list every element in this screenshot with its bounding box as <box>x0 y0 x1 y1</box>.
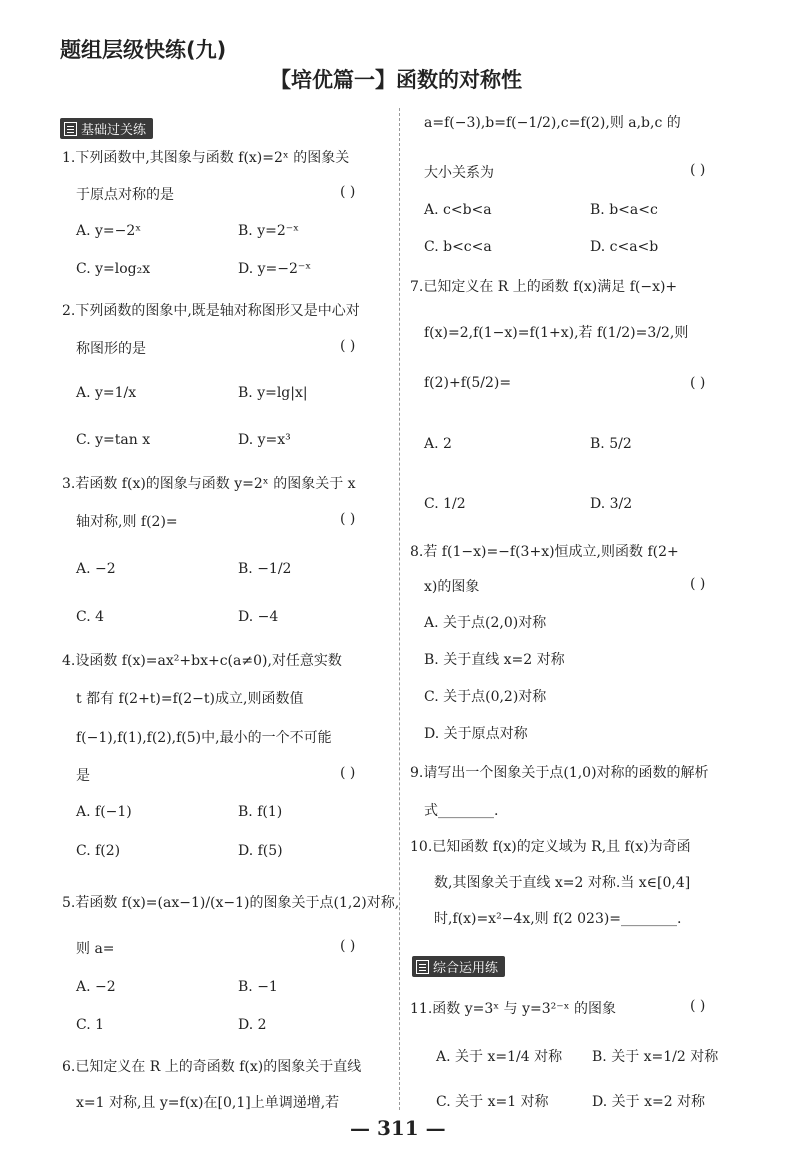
option-c: C. y=log₂x <box>76 261 151 277</box>
option-a: A. 关于 x=1/4 对称 <box>436 1049 563 1065</box>
section-badge-comprehensive <box>412 956 505 977</box>
question-10-line-1: 10.已知函数 f(x)的定义域为 R,且 f(x)为奇函 <box>410 839 691 855</box>
question-2-line-1: 2.下列函数的图象中,既是轴对称图形又是中心对 <box>62 303 360 319</box>
section-title: 【培优篇一】函数的对称性 <box>270 68 522 92</box>
option-a: A. 关于点(2,0)对称 <box>424 615 547 631</box>
option-b: B. b<a<c <box>590 202 658 218</box>
option-d: D. 3/2 <box>590 496 633 512</box>
option-b: B. 5/2 <box>590 436 632 452</box>
section-badge-label: 基础过关练 <box>81 123 147 138</box>
option-c: C. 关于 x=1 对称 <box>436 1094 549 1110</box>
option-a: A. −2 <box>76 979 116 995</box>
column-divider <box>399 108 400 1110</box>
option-d: D. −4 <box>238 609 279 625</box>
page-title: 题组层级快练(九) <box>60 38 227 62</box>
question-6-line-1: 6.已知定义在 R 上的奇函数 f(x)的图象关于直线 <box>62 1059 362 1075</box>
question-3-line-1: 3.若函数 f(x)的图象与函数 y=2ˣ 的图象关于 x <box>62 476 356 492</box>
option-c: C. b<c<a <box>424 239 492 255</box>
option-c: C. f(2) <box>76 843 121 859</box>
question-7-line-2: f(x)=2,f(1−x)=f(1+x),若 f(1/2)=3/2,则 <box>424 325 689 341</box>
question-4-line-1: 4.设函数 f(x)=ax²+bx+c(a≠0),对任意实数 <box>62 653 342 669</box>
option-d: D. y=x³ <box>238 432 291 448</box>
question-11-line-1: 11.函数 y=3ˣ 与 y=3²⁻ˣ 的图象 <box>410 1001 617 1017</box>
question-6-line-4: 大小关系为 <box>424 165 494 181</box>
section-badge-basic <box>60 118 153 139</box>
option-d: D. c<a<b <box>590 239 659 255</box>
option-a: A. 2 <box>424 436 452 452</box>
option-b: B. 关于 x=1/2 对称 <box>592 1049 719 1065</box>
option-c: C. y=tan x <box>76 432 151 448</box>
question-8-line-1: 8.若 f(1−x)=−f(3+x)恒成立,则函数 f(2+ <box>410 544 679 560</box>
question-1-line-1: 1.下列函数中,其图象与函数 f(x)=2ˣ 的图象关 <box>62 150 350 166</box>
option-d: D. 2 <box>238 1017 267 1033</box>
option-d: D. y=−2⁻ˣ <box>238 261 312 277</box>
notebook-icon <box>64 122 77 136</box>
question-10-line-2: 数,其图象关于直线 x=2 对称.当 x∈[0,4] <box>434 875 691 891</box>
question-7-line-3: f(2)+f(5/2)= <box>424 375 512 391</box>
option-b: B. −1/2 <box>238 561 292 577</box>
option-b: B. y=2⁻ˣ <box>238 223 300 239</box>
page-number: — 311 — <box>350 1116 446 1140</box>
option-c: C. 关于点(0,2)对称 <box>424 689 547 705</box>
question-3-line-2: 轴对称,则 f(2)= <box>76 514 178 530</box>
question-5-line-1: 5.若函数 f(x)=(ax−1)/(x−1)的图象关于点(1,2)对称, <box>62 895 400 911</box>
question-6-line-2: x=1 对称,且 y=f(x)在[0,1]上单调递增,若 <box>76 1095 340 1111</box>
answer-blank: ( ) <box>690 162 706 178</box>
question-1-line-2: 于原点对称的是 <box>76 187 174 203</box>
answer-blank: ( ) <box>340 184 356 200</box>
answer-blank: ( ) <box>340 338 356 354</box>
option-d: D. 关于 x=2 对称 <box>592 1094 706 1110</box>
question-7-line-1: 7.已知定义在 R 上的函数 f(x)满足 f(−x)+ <box>410 279 678 295</box>
answer-blank: ( ) <box>340 765 356 781</box>
answer-blank: ( ) <box>340 511 356 527</box>
option-a: A. y=1/x <box>76 385 137 401</box>
option-a: A. −2 <box>76 561 116 577</box>
option-b: B. y=lg|x| <box>238 385 308 401</box>
option-c: C. 1/2 <box>424 496 466 512</box>
option-a: A. y=−2ˣ <box>76 223 142 239</box>
option-c: C. 1 <box>76 1017 105 1033</box>
option-b: B. −1 <box>238 979 278 995</box>
answer-blank: ( ) <box>690 576 706 592</box>
question-6-line-3: a=f(−3),b=f(−1/2),c=f(2),则 a,b,c 的 <box>424 115 681 131</box>
question-9-line-1: 9.请写出一个图象关于点(1,0)对称的函数的解析 <box>410 765 709 781</box>
question-2-line-2: 称图形的是 <box>76 341 146 357</box>
question-4-line-4: 是 <box>76 768 90 784</box>
question-8-line-2: x)的图象 <box>424 579 480 595</box>
option-d: D. 关于原点对称 <box>424 726 528 742</box>
section-badge-label: 综合运用练 <box>433 961 499 976</box>
option-c: C. 4 <box>76 609 105 625</box>
option-d: D. f(5) <box>238 843 283 859</box>
notebook-icon <box>416 960 429 974</box>
answer-blank: ( ) <box>340 938 356 954</box>
question-9-line-2: 式________. <box>424 803 499 819</box>
answer-blank: ( ) <box>690 375 706 391</box>
option-b: B. f(1) <box>238 804 283 820</box>
question-5-line-2: 则 a= <box>76 941 115 957</box>
answer-blank: ( ) <box>690 998 706 1014</box>
option-a: A. c<b<a <box>424 202 492 218</box>
question-4-line-2: t 都有 f(2+t)=f(2−t)成立,则函数值 <box>76 691 304 707</box>
question-10-line-3: 时,f(x)=x²−4x,则 f(2 023)=________. <box>434 911 682 927</box>
option-b: B. 关于直线 x=2 对称 <box>424 652 565 668</box>
option-a: A. f(−1) <box>76 804 132 820</box>
question-4-line-3: f(−1),f(1),f(2),f(5)中,最小的一个不可能 <box>76 730 332 746</box>
